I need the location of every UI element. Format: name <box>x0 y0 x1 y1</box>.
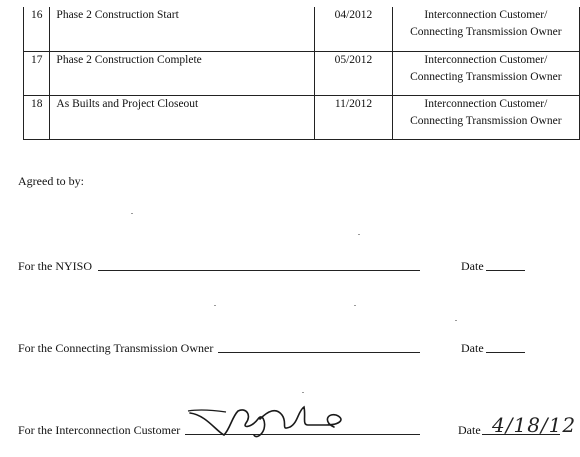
scan-speck <box>302 392 304 393</box>
responsible-line-2: Connecting Transmission Owner <box>410 70 562 83</box>
milestone-date: 11/2012 <box>315 95 392 139</box>
cto-label: For the Connecting Transmission Owner <box>18 341 214 355</box>
date-label: Date <box>461 259 484 273</box>
responsible-line-1: Interconnection Customer/ <box>424 53 548 66</box>
milestone-description: As Builts and Project Closeout <box>50 95 315 139</box>
scan-speck <box>455 320 457 321</box>
responsible-line-2: Connecting Transmission Owner <box>410 26 562 38</box>
nyiso-label: For the NYISO <box>18 259 92 273</box>
milestone-number: 16 <box>24 7 50 51</box>
cto-signature-line[interactable] <box>218 352 420 353</box>
date-label: Date <box>461 341 484 355</box>
cto-date-line[interactable] <box>486 352 525 353</box>
agreed-heading: Agreed to by: <box>18 174 84 188</box>
table-row <box>24 51 580 95</box>
table-row <box>24 95 580 139</box>
responsible-line-1: Interconnection Customer/ <box>424 9 548 21</box>
milestone-date: 05/2012 <box>315 51 392 95</box>
milestone-description: Phase 2 Construction Start <box>50 7 315 51</box>
responsible-line-2: Connecting Transmission Owner <box>410 114 562 127</box>
handwritten-date: 4/18/12 <box>492 413 577 437</box>
scan-speck <box>131 213 133 214</box>
handwritten-signature <box>186 401 356 441</box>
scan-speck <box>358 234 360 235</box>
milestone-responsible <box>392 95 579 139</box>
milestone-responsible <box>392 51 579 95</box>
scan-speck <box>214 305 216 306</box>
table-row <box>24 7 580 51</box>
milestone-number: 17 <box>24 51 50 95</box>
date-label: Date <box>458 423 481 437</box>
customer-label: For the Interconnection Customer <box>18 423 181 437</box>
milestone-description: Phase 2 Construction Complete <box>50 51 315 95</box>
scan-speck <box>354 305 356 306</box>
milestone-responsible <box>392 7 579 51</box>
responsible-line-1: Interconnection Customer/ <box>424 97 548 110</box>
milestone-number: 18 <box>24 95 50 139</box>
milestone-table <box>23 7 580 140</box>
nyiso-date-line[interactable] <box>486 270 525 271</box>
nyiso-signature-line[interactable] <box>98 270 420 271</box>
milestone-date: 04/2012 <box>315 7 392 51</box>
